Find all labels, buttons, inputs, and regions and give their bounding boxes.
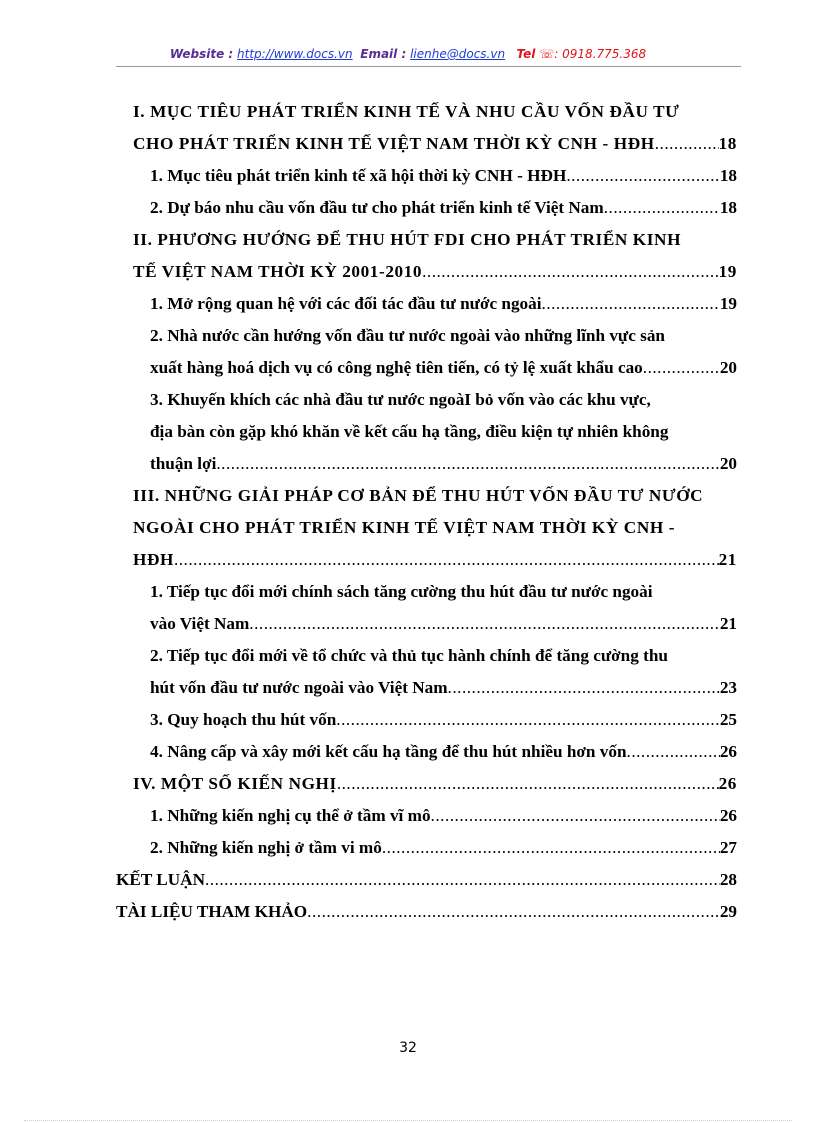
toc-entry-s3-3[interactable]: 3. Quy hoạch thu hút vốn ..... 25 [150, 710, 737, 742]
toc-page: 26 [719, 806, 737, 825]
toc-page: 20 [719, 358, 737, 377]
toc-page: 21 [719, 614, 737, 633]
tel-label: Tel [516, 47, 536, 61]
toc-entry-s2-2-line1: 2. Nhà nước cần hướng vốn đầu tư nước ngoài vào những lĩnh vực sản [150, 326, 665, 345]
toc-page: 26 [719, 742, 737, 761]
toc-page: 29 [719, 902, 737, 921]
website-label: Website : [169, 47, 234, 61]
page-bottom-edge [24, 1120, 792, 1121]
toc-entry-s1[interactable]: CHO PHÁT TRIỂN KINH TẾ VIỆT NAM THỜI KỲ CNH - HĐH ..... 18 [133, 134, 737, 166]
page-number: 32 [399, 1040, 417, 1056]
toc-entry-s2-3-line2: địa bàn còn gặp khó khăn về kết cấu hạ tầng, điều kiện tự nhiên không [150, 422, 669, 441]
toc-page: 18 [719, 198, 737, 217]
toc-entry-s3-1[interactable]: vào Việt Nam ..... 21 [150, 614, 737, 646]
toc-page: 21 [718, 550, 737, 569]
toc-page: 26 [718, 774, 737, 793]
toc-entry-s3-line2: NGOÀI CHO PHÁT TRIỂN KINH TẾ VIỆT NAM THỜI KỲ CNH - [133, 518, 676, 537]
toc-page: 18 [719, 166, 737, 185]
toc-page: 28 [719, 870, 737, 889]
phone-icon: ☏ [539, 47, 555, 61]
toc-page: 27 [719, 838, 737, 857]
toc-entry-s2-3[interactable]: thuận lợi ..... 20 [150, 454, 737, 486]
toc-page: 25 [719, 710, 737, 729]
email-label: Email : [360, 47, 407, 61]
tel-number: : 0918.775.368 [554, 47, 647, 61]
toc-page: 19 [719, 294, 737, 313]
toc-entry-s3[interactable]: HĐH ..... 21 [133, 550, 737, 582]
toc-page: 19 [718, 262, 737, 281]
header-divider [116, 66, 741, 67]
toc-entry-s2[interactable]: TẾ VIỆT NAM THỜI KỲ 2001-2010 ..... 19 [133, 262, 737, 294]
toc-entry-s1-line1: I. MỤC TIÊU PHÁT TRIỂN KINH TẾ VÀ NHU CẦU VỐN ĐẦU TƯ [133, 102, 680, 121]
toc-entry-conclusion[interactable]: KẾT LUẬN ..... 28 [116, 870, 737, 902]
toc-entry-s3-4[interactable]: 4. Nâng cấp và xây mới kết cấu hạ tầng để thu hút nhiều hơn vốn ..... 26 [150, 742, 737, 774]
toc-page: 18 [718, 134, 737, 153]
toc-entry-s3-1-line1: 1. Tiếp tục đổi mới chính sách tăng cường thu hút đầu tư nước ngoài [150, 582, 653, 601]
toc-entry-s2-3-line1: 3. Khuyến khích các nhà đầu tư nước ngoàI bỏ vốn vào các khu vực, [150, 390, 651, 409]
toc-page: 20 [719, 454, 737, 473]
toc-entry-s3-2[interactable]: hút vốn đầu tư nước ngoài vào Việt Nam ..... 23 [150, 678, 737, 710]
toc-entry-s4-1[interactable]: 1. Những kiến nghị cụ thể ở tầm vĩ mô ..... 26 [150, 806, 737, 838]
website-link[interactable]: http://www.docs.vn [237, 47, 353, 61]
toc-entry-references[interactable]: TÀI LIỆU THAM KHẢO ..... 29 [116, 902, 737, 934]
toc-entry-s2-1[interactable]: 1. Mở rộng quan hệ với các đối tác đầu tư nước ngoài ..... 19 [150, 294, 737, 326]
toc-entry-s2-2[interactable]: xuất hàng hoá dịch vụ có công nghệ tiên tiến, có tỷ lệ xuất khẩu cao ..... 20 [150, 358, 737, 390]
toc-entry-s3-line1: III. NHỮNG GIẢI PHÁP CƠ BẢN ĐỂ THU HÚT VỐN ĐẦU TƯ NƯỚC [133, 486, 704, 505]
toc-page: 23 [719, 678, 737, 697]
email-link[interactable]: lienhe@docs.vn [410, 47, 506, 61]
page-header [0, 47, 816, 61]
toc-entry-s2-line1: II. PHƯƠNG HƯỚNG ĐỂ THU HÚT FDI CHO PHÁT TRIỂN KINH [133, 230, 682, 249]
toc-entry-s1-1[interactable]: 1. Mục tiêu phát triển kinh tế xã hội thời kỳ CNH - HĐH ..... 18 [150, 166, 737, 198]
toc-entry-s4[interactable]: IV. MỘT SỐ KIẾN NGHỊ ..... 26 [133, 774, 737, 806]
toc-entry-s4-2[interactable]: 2. Những kiến nghị ở tầm vi mô ..... 27 [150, 838, 737, 870]
toc-entry-s1-2[interactable]: 2. Dự báo nhu cầu vốn đầu tư cho phát triển kinh tế Việt Nam ..... 18 [150, 198, 737, 230]
toc-entry-s3-2-line1: 2. Tiếp tục đổi mới về tổ chức và thủ tục hành chính để tăng cường thu [150, 646, 668, 665]
